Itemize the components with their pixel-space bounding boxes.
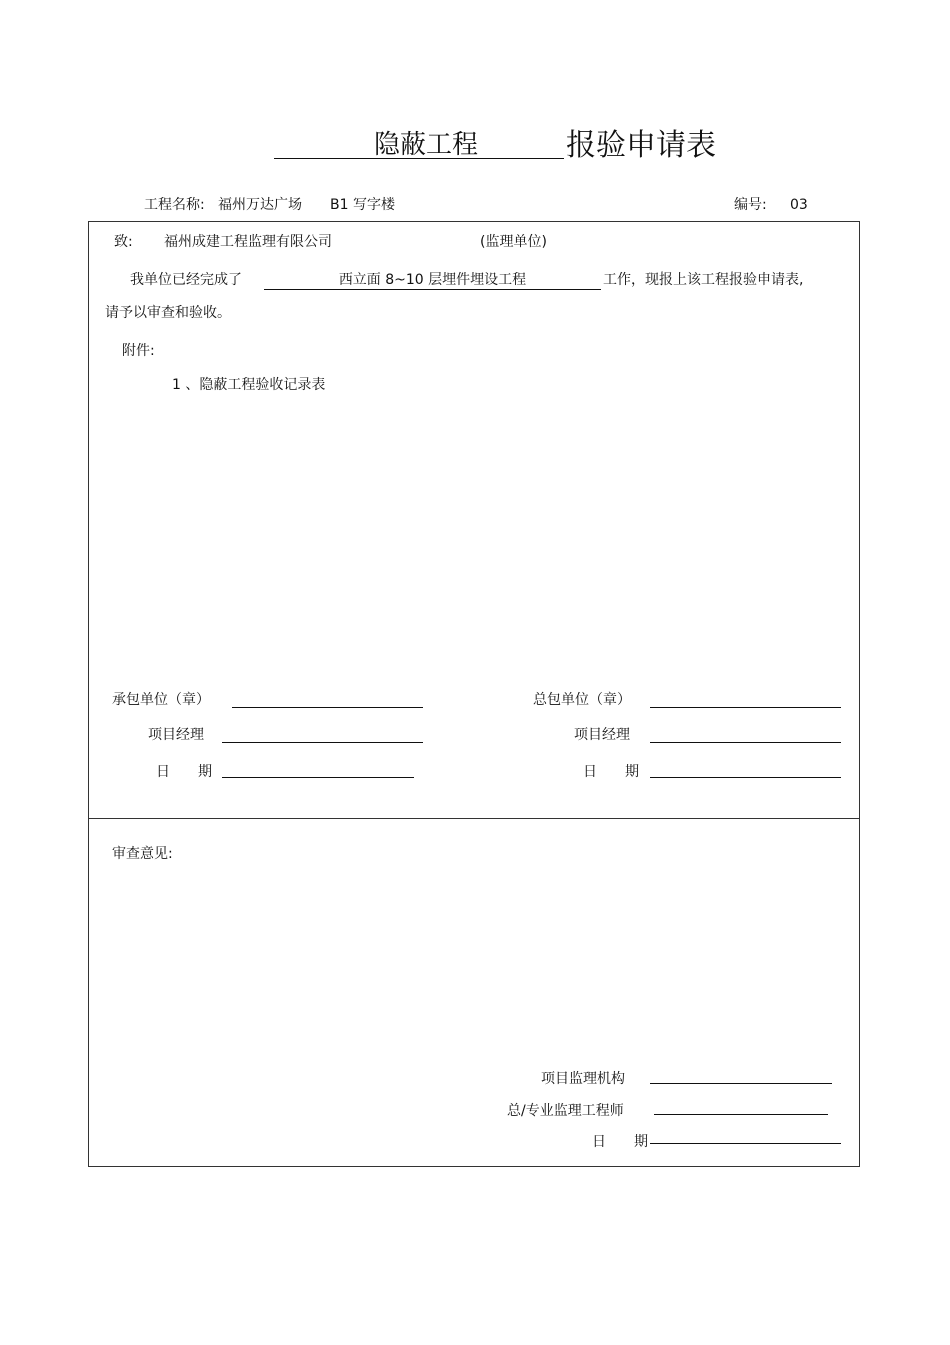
review-date-line[interactable]: [650, 1143, 841, 1144]
attachments-label: 附件:: [122, 343, 155, 359]
completed-work: 西立面 8~10 层埋件埋设工程: [338, 272, 527, 288]
completed-prefix: 我单位已经完成了: [130, 272, 242, 288]
supervision-org-line[interactable]: [650, 1083, 832, 1084]
review-date-label: 日 期: [592, 1134, 648, 1150]
project-label: 工程名称:: [144, 197, 205, 213]
completed-suffix: 工作，现报上该工程报验申请表,: [603, 272, 804, 288]
contractor-pm-label: 项目经理: [148, 727, 204, 743]
to-label: 致:: [114, 234, 133, 250]
contractor-pm-line[interactable]: [222, 742, 423, 743]
review-label: 审查意见:: [112, 846, 173, 862]
title-blank-text: 隐蔽工程: [374, 130, 479, 160]
completed-work-field[interactable]: [264, 271, 601, 290]
general-contractor-sign-line[interactable]: [650, 707, 841, 708]
contractor-date-label: 日 期: [156, 764, 212, 780]
building-name: B1 写字楼: [330, 197, 395, 213]
project-name: 福州万达广场: [218, 197, 302, 213]
contractor-label: 承包单位（章）: [112, 692, 210, 708]
supervising-engineer-label: 总/专业监理工程师: [507, 1103, 624, 1119]
number-value: 03: [790, 197, 808, 213]
page-title: 报验申请表: [566, 128, 716, 163]
contractor-date-line[interactable]: [222, 777, 414, 778]
general-date-line[interactable]: [650, 777, 841, 778]
general-pm-label: 项目经理: [574, 727, 630, 743]
title-blank-field: [274, 128, 564, 159]
general-contractor-label: 总包单位（章）: [533, 692, 631, 708]
contractor-sign-line[interactable]: [232, 707, 423, 708]
supervision-org-label: 项目监理机构: [541, 1071, 625, 1087]
general-date-label: 日 期: [583, 764, 639, 780]
attachment-item: 1 、隐蔽工程验收记录表: [172, 377, 326, 393]
request-line: 请予以审查和验收。: [105, 305, 231, 321]
to-company: 福州成建工程监理有限公司: [164, 234, 332, 250]
general-pm-line[interactable]: [650, 742, 841, 743]
to-role: (监理单位): [480, 234, 547, 250]
supervising-engineer-line[interactable]: [654, 1114, 828, 1115]
number-label: 编号:: [734, 197, 767, 213]
